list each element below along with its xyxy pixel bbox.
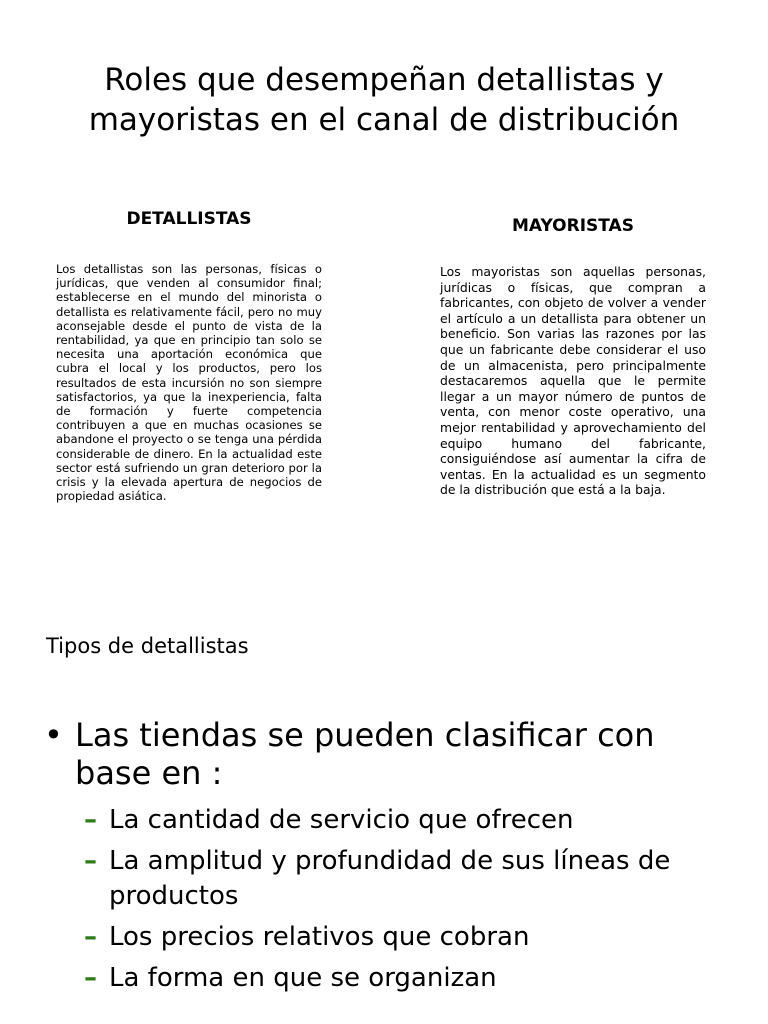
dash-icon: –: [84, 963, 97, 993]
detallistas-text: Los detallistas son las personas, físicas o jurídicas, que venden al consumidor final; establecerse en el mundo del minorista o detallista es relativamente fácil, pero no muy aconsejable desde el punto de vista de la rentabilidad, ya que en principio tan solo se necesita una aportación económica que cubra el local y los productos, pero los resultados de esta incursión no son siempre satisfactorios, ya que la inexperiencia, falta de formación y fuerte competencia contribuyen a que en muchas ocasiones se abandone el proyecto o se tenga una pérdida considerable de dinero. En la actualidad este sector está sufriendo un gran deterioro por la crisis y la elevada apertura de negocios de propiedad asiática.: [56, 262, 322, 504]
list-item-text: Los precios relativos que cobran: [109, 922, 530, 952]
list-item-text: La cantidad de servicio que ofrecen: [109, 805, 574, 835]
main-bullet-text: Las tiendas se pueden clasificar con base en :: [75, 716, 655, 792]
list-item-text: La amplitud y profundidad de sus líneas de productos: [109, 846, 671, 911]
list-item-text: La forma en que se organizan: [109, 963, 497, 993]
list-item: [84, 803, 734, 838]
mayoristas-text: Los mayoristas son aquellas personas, jurídicas o físicas, que compran a fabricantes, con objeto de volver a vender el artículo a un detallista para obtener un beneficio. Son varias las razones por las que un fabricante debe considerar el uso de un almacenista, pero principalmente destacaremos aquella que le permite llegar a un mayor número de puntos de venta, con menor coste operativo, una mejor rentabilidad y aprovechamiento del equipo humano del fabricante, consiguiéndose así aumentar la cifra de ventas. En la actualidad es un segmento de la distribución que está a la baja.: [440, 264, 706, 498]
list-item: [84, 961, 734, 996]
mayoristas-heading: MAYORISTAS: [512, 216, 634, 236]
list-item: [84, 920, 734, 955]
detallistas-heading: DETALLISTAS: [126, 209, 252, 229]
dash-icon: –: [84, 846, 97, 876]
list-item: [84, 844, 734, 914]
slide-title: Roles que desempeñan detallistas y mayoristas en el canal de distribución: [88, 62, 680, 138]
bullet-icon: •: [44, 716, 63, 754]
main-bullet: [44, 716, 724, 792]
sub-bullet-list: [84, 803, 734, 1002]
tipos-title: Tipos de detallistas: [46, 634, 249, 658]
dash-icon: –: [84, 805, 97, 835]
dash-icon: –: [84, 922, 97, 952]
